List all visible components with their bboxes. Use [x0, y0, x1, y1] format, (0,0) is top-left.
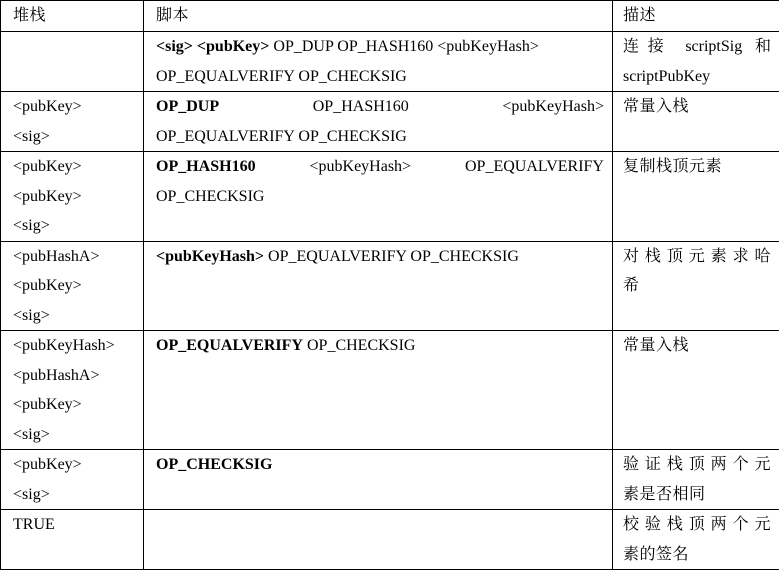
stack-item: <sig>: [13, 122, 133, 152]
description-cell: [613, 450, 779, 510]
stack-item: <pubKey>: [13, 450, 133, 480]
script-rest: OP_DUP OP_HASH160 <pubKeyHash>: [269, 38, 538, 55]
stack-cell: [1, 32, 144, 92]
description-cell: [613, 241, 779, 331]
script-bold: <pubKeyHash>: [156, 248, 264, 265]
script-rest: OP_CHECKSIG: [156, 188, 264, 205]
description-line: 素是否相同: [623, 480, 771, 510]
stack-item: <sig>: [13, 211, 133, 241]
stack-cell: [1, 152, 144, 242]
script-cell: [144, 331, 613, 450]
script-rest: OP_EQUALVERIFY OP_CHECKSIG: [156, 128, 407, 145]
script-line: [156, 62, 604, 92]
table-row: [1, 241, 779, 331]
stack-cell: [1, 92, 144, 152]
script-bold: <sig> <pubKey>: [156, 38, 269, 55]
script-cell: [144, 450, 613, 510]
description-cell: [613, 152, 779, 242]
script-rest-b: <pubKeyHash>: [502, 92, 604, 122]
script-rest: OP_CHECKSIG: [303, 337, 415, 354]
stack-item: <pubKey>: [13, 390, 133, 420]
description-cell: [613, 331, 779, 450]
description-line: 校验栈顶两个元: [623, 510, 771, 540]
description-cell: [613, 510, 779, 570]
description-line: 希: [623, 271, 771, 301]
script-line: [156, 331, 604, 361]
stack-cell: [1, 450, 144, 510]
description-line: 常量入栈: [623, 92, 771, 122]
script-rest-a: <pubKeyHash>: [309, 152, 411, 182]
description-line: 对栈顶元素求哈: [623, 242, 771, 272]
script-line: [156, 242, 604, 272]
script-bold: OP_HASH160: [156, 152, 256, 182]
script-bold: OP_DUP: [156, 92, 219, 122]
header-script: 脚本: [144, 1, 613, 32]
stack-cell: [1, 510, 144, 570]
stack-item: <pubKey>: [13, 182, 133, 212]
stack-item: <pubKeyHash>: [13, 331, 133, 361]
script-bold: OP_EQUALVERIFY: [156, 337, 303, 354]
header-description: 描述: [613, 1, 779, 32]
script-rest-b: OP_EQUALVERIFY: [465, 152, 604, 182]
script-cell: [144, 32, 613, 92]
stack-item: <sig>: [13, 301, 133, 331]
description-line: 验证栈顶两个元: [623, 450, 771, 480]
stack-item: <pubKey>: [13, 271, 133, 301]
description-line: 素的签名: [623, 540, 771, 570]
stack-item: <sig>: [13, 420, 133, 450]
table-row: [1, 510, 779, 570]
table-row: [1, 152, 779, 242]
script-line: [156, 450, 604, 480]
description-line: 常量入栈: [623, 331, 771, 361]
script-cell: [144, 152, 613, 242]
header-stack: 堆栈: [1, 1, 144, 32]
description-cell: [613, 92, 779, 152]
script-rest-a: OP_HASH160: [313, 92, 409, 122]
stack-item: TRUE: [13, 510, 133, 540]
stack-item: <pubHashA>: [13, 361, 133, 391]
table-row: [1, 32, 779, 92]
description-cell: [613, 32, 779, 92]
stack-item: <pubKey>: [13, 152, 133, 182]
script-cell: [144, 510, 613, 570]
stack-item: <pubHashA>: [13, 242, 133, 272]
script-rest: OP_EQUALVERIFY OP_CHECKSIG: [264, 248, 519, 265]
stack-cell: [1, 331, 144, 450]
script-cell: [144, 92, 613, 152]
script-cell: [144, 241, 613, 331]
script-bold: OP_CHECKSIG: [156, 456, 272, 473]
script-line: [156, 92, 604, 122]
script-rest: OP_EQUALVERIFY OP_CHECKSIG: [156, 68, 407, 85]
table-row: [1, 331, 779, 450]
stack-cell: [1, 241, 144, 331]
stack-item: <pubKey>: [13, 92, 133, 122]
script-line: [156, 32, 604, 62]
description-line: scriptPubKey: [623, 62, 771, 92]
table-row: [1, 92, 779, 152]
table-row: [1, 450, 779, 510]
description-line: 连接 scriptSig 和: [623, 32, 771, 62]
script-line: [156, 182, 604, 212]
stack-item: <sig>: [13, 480, 133, 510]
description-line: 复制栈顶元素: [623, 152, 771, 182]
script-line: [156, 152, 604, 182]
script-line: [156, 122, 604, 152]
header-row: [1, 1, 779, 32]
